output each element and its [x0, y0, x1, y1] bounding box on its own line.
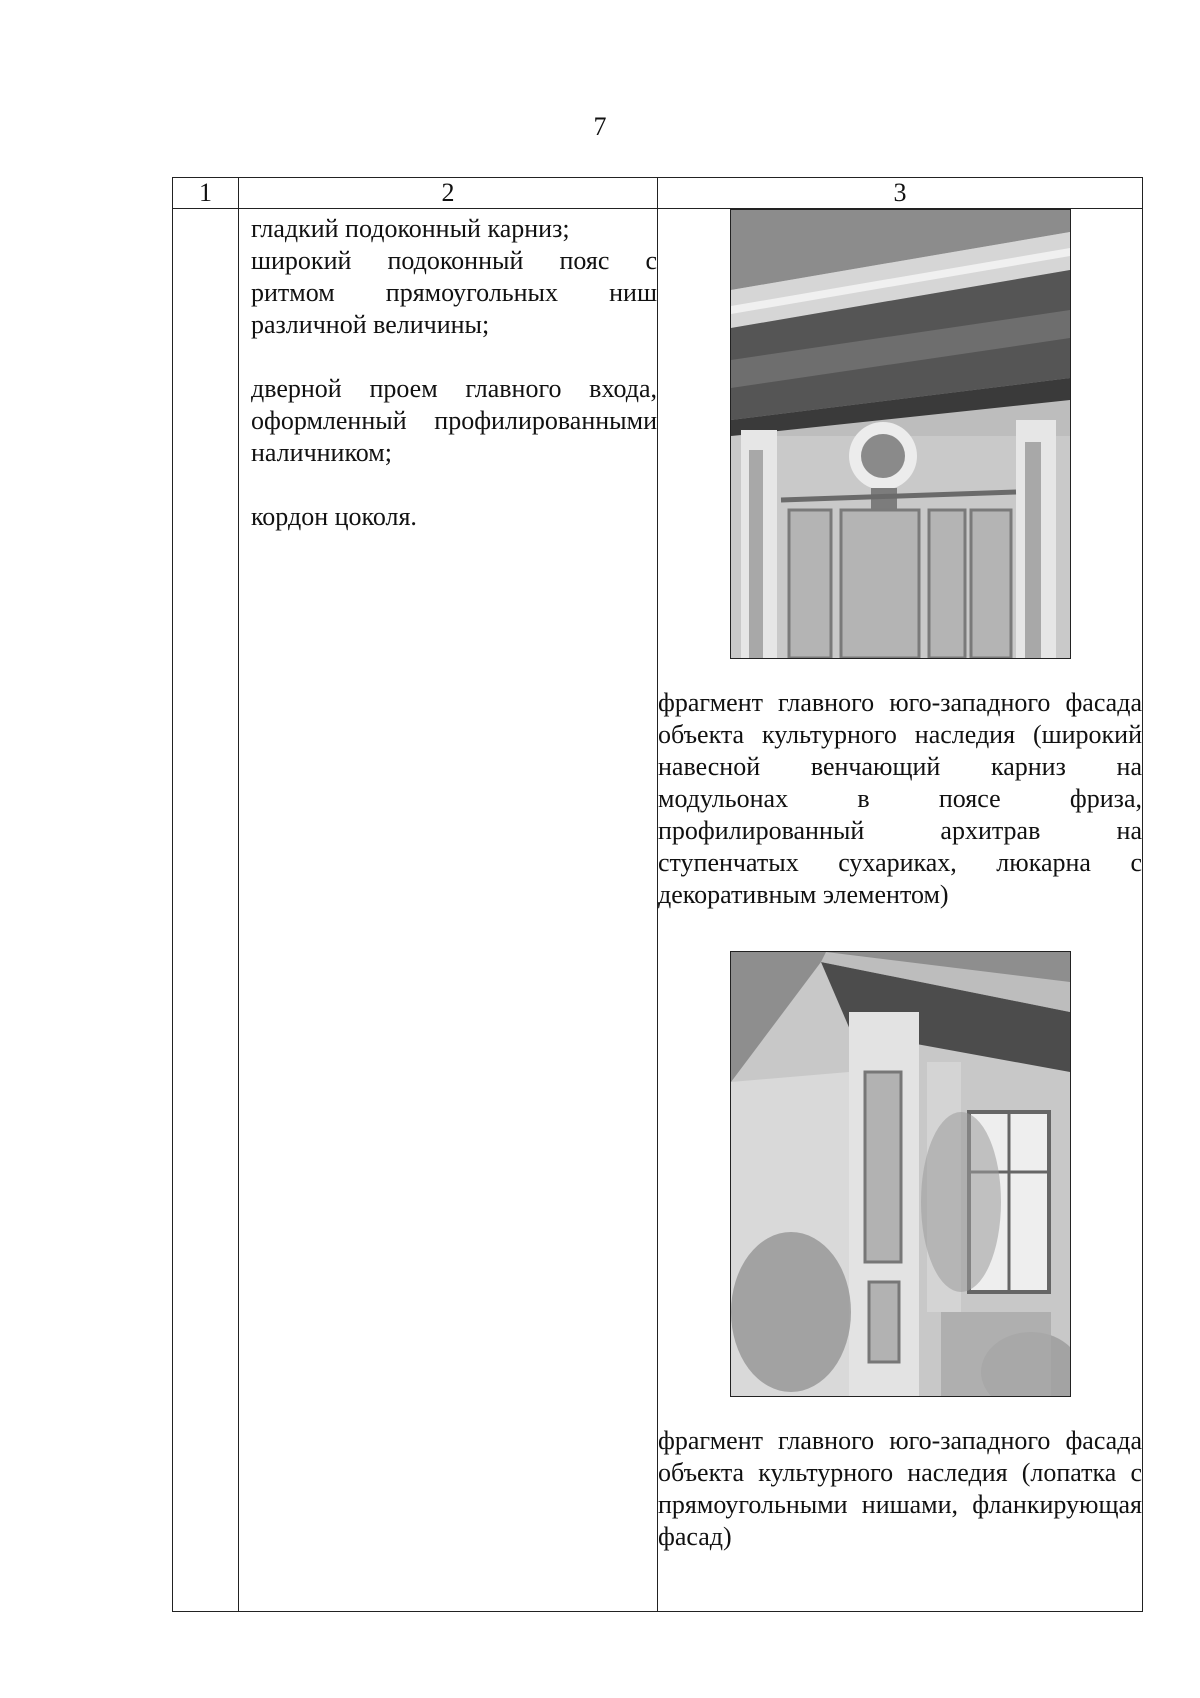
facade-cornice-photo: [730, 209, 1071, 659]
photo-2-caption: фрагмент главного юго-западного фасада объекта культурного наследия (лопатка с прямоугольными нишами, фланкирующая фасад): [658, 1426, 1142, 1551]
facade-pilaster-photo: [730, 951, 1071, 1397]
table-header-row: [173, 178, 1143, 209]
feature-line-3: дверной проем главного входа, оформленный профилированными наличником;: [251, 374, 657, 467]
cell-col-1: [173, 209, 239, 1612]
heritage-description-table: [172, 177, 1143, 1612]
header-col-1: 1: [173, 178, 239, 209]
cell-col-3: [658, 209, 1143, 1612]
feature-line-1: гладкий подоконный карниз;: [251, 214, 570, 243]
feature-line-2: широкий подоконный пояс с ритмом прямоугольных ниш различной величины;: [251, 246, 657, 339]
table-row: [173, 209, 1143, 1612]
feature-line-4: кордон цоколя.: [251, 502, 417, 531]
page-number: 7: [593, 112, 607, 141]
header-col-2: 2: [239, 178, 658, 209]
photo-1-caption: фрагмент главного юго-западного фасада объекта культурного наследия (широкий навесной венчающий карниз на модульонах в поясе фриза, профилированный архитрав на ступенчатых сухариках, люкарна с декоративным элементом): [658, 688, 1142, 909]
cell-col-2: [239, 209, 658, 1612]
header-col-3: 3: [658, 178, 1143, 209]
